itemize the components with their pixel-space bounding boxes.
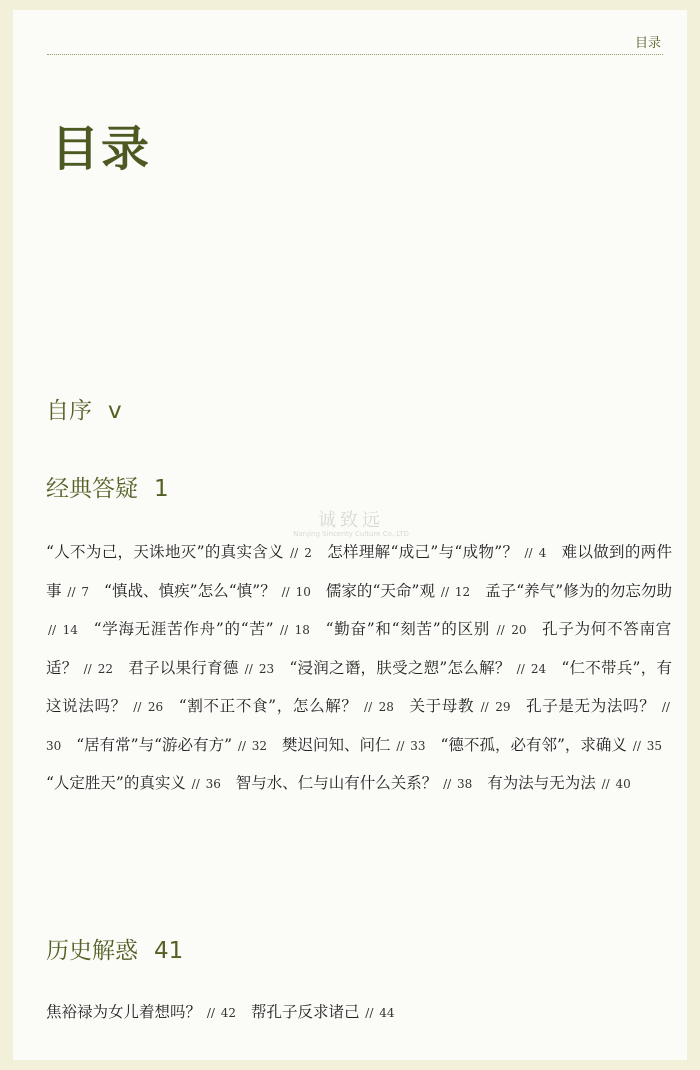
toc-entry-page-number: 2 [304, 546, 312, 560]
toc-entry-page-number: 4 [538, 546, 547, 560]
toc-entry-title: “慎战、慎疾”怎么“慎”？ [103, 581, 276, 600]
toc-entry[interactable] [409, 697, 520, 715]
toc-separator: // [361, 1006, 378, 1020]
section-heading-preface[interactable] [46, 392, 122, 425]
toc-entry-title: 樊迟问知、问仁 [281, 735, 391, 754]
section-title: 历史解惑 [46, 938, 138, 964]
section-heading-history[interactable] [46, 932, 183, 965]
toc-entry-title: 君子以果行育德 [128, 658, 239, 677]
toc-entry[interactable] [326, 582, 480, 600]
toc-separator: // [187, 777, 204, 791]
header-rule [47, 54, 663, 55]
toc-entry[interactable] [251, 1003, 405, 1021]
toc-entries-classics [46, 534, 672, 804]
toc-entry-title: “人定胜天”的真实义 [46, 774, 186, 792]
toc-entry[interactable] [289, 659, 556, 677]
toc-entry-page-number: 10 [295, 584, 311, 599]
book-page [13, 10, 687, 1060]
toc-entry-page-number: 14 [62, 623, 78, 637]
toc-entry-title: 有为法与无为法 [487, 774, 596, 792]
toc-entry-page-number: 24 [530, 661, 547, 676]
toc-entry-title: 怎样理解“成己”与“成物”？ [327, 543, 519, 561]
toc-separator: // [359, 700, 377, 714]
section-page-number: v [108, 398, 122, 424]
toc-separator: // [234, 738, 250, 753]
toc-entry-page-number: 33 [410, 738, 426, 753]
running-header: 目录 [634, 36, 661, 51]
toc-separator: // [240, 661, 257, 676]
toc-separator: // [285, 546, 303, 560]
toc-entry[interactable] [104, 582, 321, 600]
toc-separator: // [63, 584, 80, 599]
toc-entry-title: 帮孔子反求诸己 [250, 1003, 360, 1021]
toc-separator: // [392, 738, 409, 753]
toc-entry[interactable] [94, 620, 320, 638]
toc-entry[interactable] [46, 1003, 246, 1021]
watermark-chinese: 诚致远 [318, 510, 384, 531]
section-title: 自序 [46, 398, 92, 424]
toc-entry-title: 孔子是无为法吗？ [526, 697, 656, 715]
toc-entry[interactable] [487, 774, 641, 792]
toc-separator: // [512, 661, 529, 676]
toc-entry-page-number: 35 [646, 738, 662, 753]
toc-separator: // [657, 700, 670, 714]
toc-separator: // [203, 1006, 219, 1020]
toc-entry-title: “居有常”与“游必有方” [76, 735, 233, 754]
toc-entry-title: 孔子为何不答南宫适？ [46, 620, 672, 677]
section-title: 经典答疑 [46, 476, 138, 502]
toc-entry-page-number: 32 [251, 738, 268, 753]
toc-separator: // [275, 623, 293, 637]
section-page-number: 41 [154, 938, 184, 964]
toc-entry-title: 难以做到的两件事 [46, 543, 672, 600]
toc-entry-page-number: 42 [220, 1006, 237, 1020]
toc-entry-title: “学海无涯苦作舟”的“苦” [93, 620, 274, 638]
toc-separator: // [277, 584, 294, 599]
toc-entries-history [46, 994, 672, 1033]
toc-separator: // [492, 623, 510, 637]
toc-entry[interactable] [327, 543, 556, 561]
toc-entry-title: 焦裕禄为女儿着想吗？ [46, 1003, 202, 1021]
toc-entry-page-number: 18 [294, 623, 310, 637]
section-page-number: 1 [154, 476, 169, 502]
watermark-english: Nanjing Sincerity Culture Co.,LTD [293, 530, 409, 538]
toc-entry-page-number: 22 [97, 661, 114, 676]
toc-entry-title: “割不正不食”，怎么解？ [178, 697, 358, 715]
toc-entry[interactable] [76, 736, 277, 754]
toc-entry-page-number: 29 [495, 700, 511, 714]
toc-entry[interactable] [282, 736, 436, 754]
toc-entry-page-number: 20 [511, 623, 527, 637]
toc-separator: // [437, 584, 453, 599]
toc-separator: // [520, 546, 537, 560]
toc-entry[interactable] [46, 774, 231, 792]
toc-separator: // [128, 700, 146, 714]
toc-entry-title: 孟子“养气”修为的勿忘勿助 [485, 581, 673, 600]
toc-entry-page-number: 30 [46, 738, 62, 753]
toc-entry-title: “德不孤，必有邻”，求确义 [440, 735, 627, 754]
section-heading-classics[interactable] [46, 470, 169, 503]
toc-entry-page-number: 12 [454, 584, 471, 599]
toc-entry-page-number: 40 [615, 777, 631, 791]
toc-entry-title: 关于母教 [409, 697, 475, 715]
toc-entry-title: 儒家的“天命”观 [325, 581, 436, 600]
toc-separator: // [476, 700, 494, 714]
toc-entry-title: “浸润之谮，肤受之愬”怎么解？ [289, 658, 511, 677]
toc-entry-page-number: 38 [457, 777, 473, 791]
toc-entry-title: 智与水、仁与山有什么关系？ [235, 774, 438, 792]
toc-separator: // [439, 777, 456, 791]
toc-entry-page-number: 44 [379, 1006, 395, 1020]
toc-entry[interactable] [46, 543, 322, 561]
toc-entry-page-number: 36 [205, 777, 221, 791]
toc-separator: // [79, 661, 96, 676]
toc-entry-title: “勤奋”和“刻苦”的区别 [325, 620, 491, 638]
toc-entry[interactable] [179, 697, 404, 715]
toc-entry[interactable] [128, 659, 284, 677]
toc-entry-page-number: 23 [258, 661, 275, 676]
toc-separator: // [597, 777, 614, 791]
page-title: 目录 [51, 121, 152, 177]
toc-entry-page-number: 7 [81, 584, 89, 599]
toc-entry[interactable] [236, 774, 483, 792]
toc-separator: // [628, 738, 645, 753]
toc-entry[interactable] [440, 736, 671, 754]
toc-entry-page-number: 26 [147, 700, 164, 714]
toc-entry[interactable] [326, 620, 537, 638]
toc-entry-title: “仁不带兵”，有这说法吗？ [46, 658, 673, 715]
toc-entry-title: “人不为己，天诛地灭”的真实含义 [46, 543, 284, 561]
toc-entry-page-number: 28 [378, 700, 394, 714]
toc-separator: // [48, 623, 61, 637]
